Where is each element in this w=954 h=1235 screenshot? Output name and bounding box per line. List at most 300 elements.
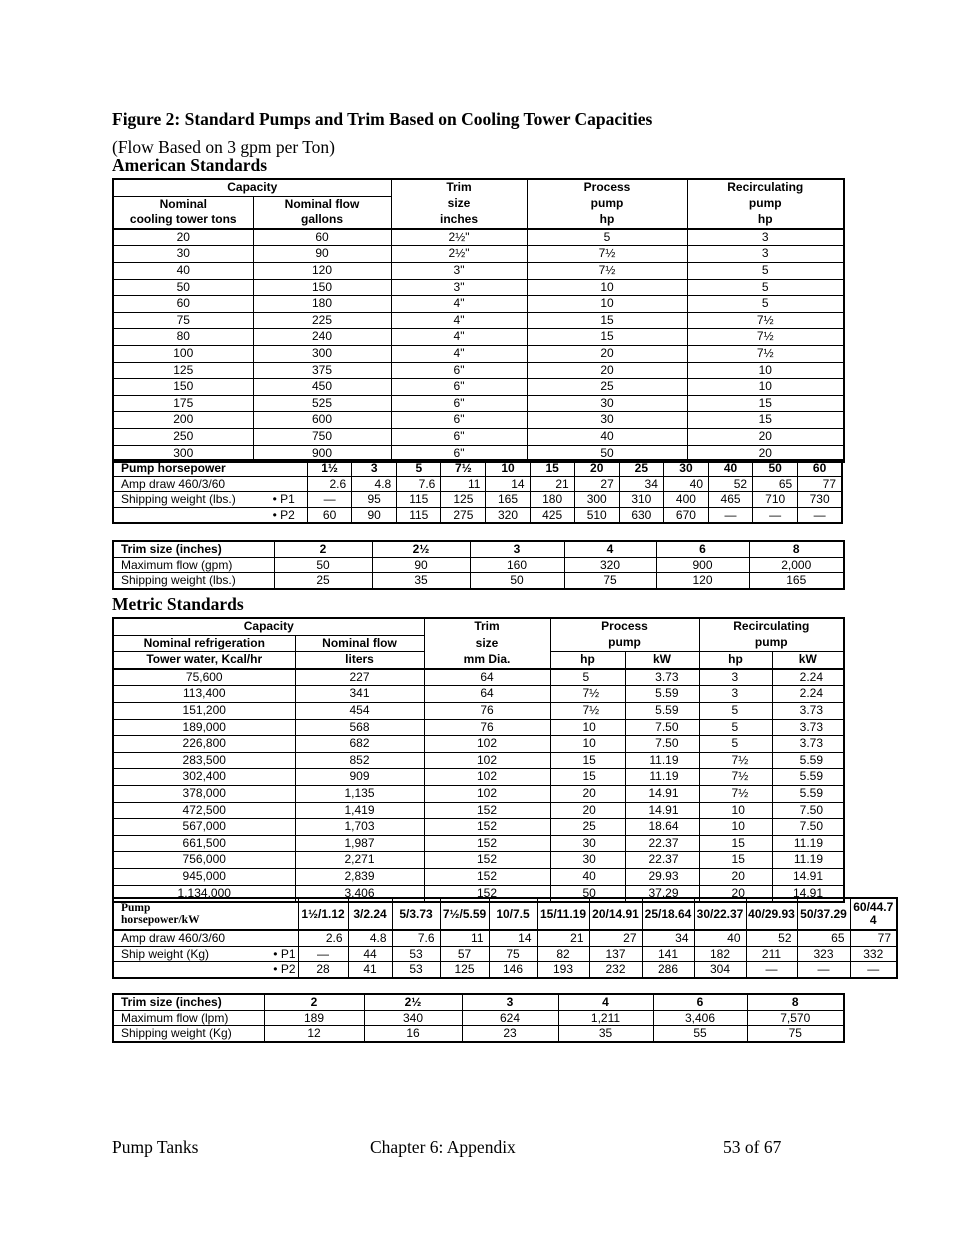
table-cell: 15: [550, 769, 625, 786]
table-cell: 200: [113, 412, 253, 429]
pump-p2-cell: 60: [308, 507, 352, 523]
table-cell: 756,000: [113, 852, 295, 869]
trim-sizes-cell: 8: [749, 541, 844, 557]
trim-sizes-cell: 2: [274, 541, 372, 557]
metric-p1-label: • P1: [248, 946, 298, 962]
tower-water-header: Tower water, Kcal/hr: [113, 652, 295, 669]
metric-trim-weights-cell: 23: [462, 1026, 558, 1042]
table-cell: 75: [113, 312, 253, 329]
mm-dia-header: mm Dia.: [424, 652, 550, 669]
table-cell: 375: [253, 362, 391, 379]
table-row: [113, 686, 844, 703]
trim-header: Trim: [391, 179, 527, 196]
table-cell: 102: [424, 752, 550, 769]
table-cell: 7½: [550, 702, 625, 719]
nominal-flow-header: Nominal flow: [253, 196, 391, 212]
table-cell: 15: [527, 312, 687, 329]
shipping-weight-label: Shipping weight (lbs.): [113, 492, 260, 508]
metric-pump-amp-cell: 40: [694, 930, 746, 946]
metric-pump-p1-cell: 44: [348, 946, 392, 962]
metric-trim-weights-cell: 16: [364, 1026, 462, 1042]
pump-amp-cell: 34: [619, 476, 663, 492]
table-cell: 5.59: [772, 769, 844, 786]
table-cell: 661,500: [113, 835, 295, 852]
table-cell: 20: [550, 802, 625, 819]
trim-flows-cell: 90: [372, 557, 470, 573]
table-cell: 29.93: [625, 868, 699, 885]
metric-ship-weight-label: Ship weight (Kg): [113, 946, 248, 962]
table-cell: 40: [113, 262, 253, 279]
table-cell: 20: [687, 428, 844, 445]
trim-weights-cell: 25: [274, 573, 372, 589]
metric-pump-amp-cell: 34: [642, 930, 694, 946]
pump-p1-cell: 300: [574, 492, 619, 508]
table-row: [113, 719, 844, 736]
table-cell: 341: [295, 686, 424, 703]
metric-trim-sizes-cell: 3: [462, 994, 558, 1010]
table-cell: 6": [391, 395, 527, 412]
metric-pump-p1-cell: 75: [489, 946, 537, 962]
table-cell: 1,135: [295, 785, 424, 802]
table-cell: 15: [687, 395, 844, 412]
table-cell: 226,800: [113, 736, 295, 753]
table-cell: 102: [424, 736, 550, 753]
table-cell: 240: [253, 329, 391, 346]
table-row: [113, 412, 844, 429]
table-cell: 3": [391, 262, 527, 279]
metric-p2-spacer: [113, 962, 248, 978]
table-cell: 454: [295, 702, 424, 719]
metric-pump-amp-cell: 7.6: [392, 930, 440, 946]
table-row: [113, 329, 844, 346]
metric-process-pump-header: pump: [550, 635, 699, 652]
table-cell: 10: [687, 379, 844, 396]
metric-process-kw-header: kW: [625, 652, 699, 669]
table-cell: 250: [113, 428, 253, 445]
table-cell: 10: [550, 736, 625, 753]
pump-hp-cell: 3: [352, 460, 397, 476]
table-cell: 113,400: [113, 686, 295, 703]
table-cell: 750: [253, 428, 391, 445]
trim-weights-cell: 165: [749, 573, 844, 589]
table-cell: 100: [113, 345, 253, 362]
table-cell: 5.59: [772, 752, 844, 769]
size-header: size: [391, 196, 527, 212]
table-cell: 30: [113, 246, 253, 263]
metric-pump-amp-cell: 52: [746, 930, 797, 946]
metric-heading: Metric Standards: [112, 594, 244, 614]
table-cell: 50: [550, 885, 625, 902]
footer-center: Chapter 6: Appendix: [370, 1137, 516, 1157]
table-cell: 1,703: [295, 819, 424, 836]
pump-amp-cell: 77: [798, 476, 842, 492]
process-header: Process: [527, 179, 687, 196]
metric-capacity-header: Capacity: [113, 618, 424, 635]
metric-process-hp-header: hp: [550, 652, 625, 669]
table-cell: 1,987: [295, 835, 424, 852]
amp-draw-label: Amp draw 460/3/60: [113, 476, 308, 492]
pump-p1-cell: 400: [663, 492, 708, 508]
table-cell: 25: [527, 379, 687, 396]
metric-hp-label-line2: horsepower/kW: [121, 914, 200, 926]
pump-p2-cell: 510: [574, 507, 619, 523]
table-cell: 5: [687, 262, 844, 279]
table-row: [113, 785, 844, 802]
metric-trim-sizes-cell: 4: [558, 994, 653, 1010]
table-cell: 175: [113, 395, 253, 412]
table-cell: 7½: [550, 686, 625, 703]
table-cell: 300: [253, 345, 391, 362]
table-cell: 1,419: [295, 802, 424, 819]
recirc-hp-header: hp: [687, 212, 844, 229]
table-cell: 6": [391, 412, 527, 429]
pump-amp-cell: 40: [663, 476, 708, 492]
table-cell: 852: [295, 752, 424, 769]
table-cell: 5: [699, 736, 772, 753]
table-cell: 10: [550, 719, 625, 736]
p1-label: • P1: [260, 492, 307, 508]
pump-p2-cell: —: [753, 507, 798, 523]
table-cell: 20: [550, 785, 625, 802]
metric-recirc-header: Recirculating: [699, 618, 844, 635]
table-cell: 75,600: [113, 669, 295, 686]
table-cell: 450: [253, 379, 391, 396]
metric-pump-amp-cell: 21: [537, 930, 589, 946]
pump-p1-cell: 710: [753, 492, 798, 508]
metric-pump-amp-cell: 11: [440, 930, 489, 946]
pump-amp-cell: 52: [709, 476, 753, 492]
table-cell: 5: [699, 702, 772, 719]
inches-header: inches: [391, 212, 527, 229]
table-cell: 5.59: [625, 702, 699, 719]
table-cell: 4": [391, 329, 527, 346]
american-trim-table: [112, 540, 845, 590]
metric-trim-sizes-cell: 6: [653, 994, 747, 1010]
table-cell: 10: [687, 362, 844, 379]
table-cell: 76: [424, 719, 550, 736]
table-cell: 3: [687, 229, 844, 246]
table-cell: 152: [424, 819, 550, 836]
table-cell: 189,000: [113, 719, 295, 736]
pump-hp-cell: 50: [753, 460, 798, 476]
table-row: [113, 262, 844, 279]
table-cell: 4": [391, 296, 527, 313]
metric-trim-flows-cell: 3,406: [653, 1010, 747, 1026]
metric-pump-hp-cell: 15/11.19: [537, 898, 589, 930]
pump-p2-cell: 630: [619, 507, 663, 523]
metric-pump-hp-cell: 7½/5.59: [440, 898, 489, 930]
nominal-header: Nominal: [159, 196, 207, 211]
table-cell: 7.50: [772, 819, 844, 836]
recirc-header: Recirculating: [687, 179, 844, 196]
footer-page-number: 53 of 67: [723, 1137, 782, 1157]
table-cell: 30: [550, 835, 625, 852]
metric-capacity-table: [112, 617, 845, 903]
metric-pump-p1-cell: 323: [797, 946, 850, 962]
metric-pump-p1-cell: 82: [537, 946, 589, 962]
table-row: [113, 736, 844, 753]
liters-header: liters: [295, 652, 424, 669]
metric-trim-sizes-cell: 2½: [364, 994, 462, 1010]
pump-hp-cell: 40: [709, 460, 753, 476]
metric-trim-flows-cell: 1,211: [558, 1010, 653, 1026]
p2-label: • P2: [260, 507, 307, 523]
table-cell: 3.73: [772, 736, 844, 753]
pump-p1-cell: 310: [619, 492, 663, 508]
pump-hp-cell: 25: [619, 460, 663, 476]
table-cell: 6": [391, 445, 527, 462]
table-cell: 64: [424, 669, 550, 686]
table-cell: 5.59: [772, 785, 844, 802]
metric-pump-amp-cell: 65: [797, 930, 850, 946]
table-cell: 90: [253, 246, 391, 263]
table-cell: 2.24: [772, 686, 844, 703]
table-row: [113, 279, 844, 296]
table-cell: 22.37: [625, 835, 699, 852]
table-cell: 7½: [527, 246, 687, 263]
figure-title: Figure 2: Standard Pumps and Trim Based on Cooling Tower Capacities: [112, 109, 653, 129]
table-cell: 283,500: [113, 752, 295, 769]
table-cell: 6": [391, 379, 527, 396]
table-cell: 180: [253, 296, 391, 313]
metric-p2-label: • P2: [248, 962, 298, 978]
pump-hp-cell: 7½: [441, 460, 486, 476]
trim-shipping-weight-label: Shipping weight (lbs.): [113, 573, 274, 589]
metric-pump-p2-cell: —: [797, 962, 850, 978]
pump-p1-cell: 730: [798, 492, 842, 508]
metric-pump-hp-cell: 5/3.73: [392, 898, 440, 930]
table-row: [113, 852, 844, 869]
process-hp-header: hp: [527, 212, 687, 229]
table-cell: 4": [391, 345, 527, 362]
table-cell: 152: [424, 885, 550, 902]
metric-pump-p1-cell: 53: [392, 946, 440, 962]
table-row: [113, 769, 844, 786]
metric-pump-hp-cell: 25/18.64: [642, 898, 694, 930]
metric-trim-weights-cell: 35: [558, 1026, 653, 1042]
metric-pump-hp-cell: 3/2.24: [348, 898, 392, 930]
metric-recirc-kw-header: kW: [772, 652, 844, 669]
metric-pump-p1-cell: 141: [642, 946, 694, 962]
nominal-refrig-header: Nominal refrigeration: [113, 635, 295, 652]
metric-trim-weights-cell: 75: [747, 1026, 844, 1042]
metric-pump-hp-cell: 40/29.93: [746, 898, 797, 930]
table-cell: 7½: [687, 312, 844, 329]
table-cell: 472,500: [113, 802, 295, 819]
table-cell: 76: [424, 702, 550, 719]
pump-p1-cell: —: [308, 492, 352, 508]
p2-spacer: [113, 507, 260, 523]
metric-trim-size-label: Trim size (inches): [113, 994, 264, 1010]
table-cell: 4": [391, 312, 527, 329]
table-cell: 567,000: [113, 819, 295, 836]
table-cell: 30: [527, 395, 687, 412]
pump-p2-cell: 90: [352, 507, 397, 523]
pump-hp-cell: 15: [530, 460, 574, 476]
table-cell: 11.19: [772, 852, 844, 869]
pump-p1-cell: 115: [397, 492, 441, 508]
table-cell: 152: [424, 835, 550, 852]
metric-pump-amp-cell: 4.8: [348, 930, 392, 946]
table-cell: 50: [527, 445, 687, 462]
table-row: [113, 669, 844, 686]
table-cell: 3.73: [772, 719, 844, 736]
figure-subtitle: (Flow Based on 3 gpm per Ton): [112, 137, 336, 157]
table-cell: 5: [687, 279, 844, 296]
metric-pump-table: [112, 897, 898, 979]
trim-weights-cell: 50: [470, 573, 564, 589]
pump-p1-cell: 165: [486, 492, 530, 508]
metric-pump-p2-cell: 125: [440, 962, 489, 978]
table-cell: 64: [424, 686, 550, 703]
trim-sizes-cell: 4: [564, 541, 656, 557]
table-row: [113, 246, 844, 263]
table-row: [113, 835, 844, 852]
table-cell: 3: [687, 246, 844, 263]
table-cell: 25: [550, 819, 625, 836]
metric-trim-flows-cell: 7,570: [747, 1010, 844, 1026]
pump-amp-cell: 2.6: [308, 476, 352, 492]
pump-p2-cell: 275: [441, 507, 486, 523]
table-cell: 102: [424, 785, 550, 802]
table-cell: 7.50: [625, 719, 699, 736]
metric-pump-p1-cell: 57: [440, 946, 489, 962]
table-cell: 15: [550, 752, 625, 769]
table-cell: 300: [173, 445, 194, 460]
table-cell: 6": [391, 428, 527, 445]
table-cell: 3.73: [625, 669, 699, 686]
metric-trim-weights-cell: 12: [264, 1026, 364, 1042]
metric-hp-label-line1: Pump: [121, 902, 151, 914]
metric-pump-p2-cell: 232: [589, 962, 642, 978]
metric-process-header: Process: [550, 618, 699, 635]
table-cell: 7.50: [772, 802, 844, 819]
table-cell: 7.50: [625, 736, 699, 753]
trim-weights-cell: 120: [656, 573, 749, 589]
table-row: [113, 752, 844, 769]
metric-size-header: size: [424, 635, 550, 652]
table-cell: 14.91: [625, 802, 699, 819]
metric-pump-p2-cell: 304: [694, 962, 746, 978]
trim-flows-cell: 900: [656, 557, 749, 573]
table-cell: 30: [527, 412, 687, 429]
table-row: [113, 819, 844, 836]
table-cell: 2½": [391, 229, 527, 246]
trim-flows-cell: 2,000: [749, 557, 844, 573]
pump-p2-cell: 115: [397, 507, 441, 523]
pump-amp-cell: 11: [441, 476, 486, 492]
gallons-header: gallons: [253, 212, 391, 229]
tower-tons-header: cooling tower tons: [113, 212, 253, 229]
table-cell: 5: [687, 296, 844, 313]
metric-pump-p1-cell: 137: [589, 946, 642, 962]
table-cell: 10: [699, 802, 772, 819]
table-cell: 525: [253, 395, 391, 412]
table-cell: 30: [550, 852, 625, 869]
pump-p1-cell: 465: [709, 492, 753, 508]
metric-pump-hp-cell: 10/7.5: [489, 898, 537, 930]
trim-size-label: Trim size (inches): [113, 541, 274, 557]
metric-trim-sizes-cell: 2: [264, 994, 364, 1010]
metric-pump-amp-cell: 2.6: [298, 930, 348, 946]
metric-pump-p2-cell: 286: [642, 962, 694, 978]
table-cell: 3: [699, 686, 772, 703]
recirc-pump-header: pump: [687, 196, 844, 212]
table-cell: 600: [253, 412, 391, 429]
table-cell: 3.73: [772, 702, 844, 719]
pump-amp-cell: 65: [753, 476, 798, 492]
metric-pump-p2-cell: 193: [537, 962, 589, 978]
footer-left: Pump Tanks: [112, 1137, 199, 1157]
table-cell: 3: [699, 669, 772, 686]
metric-pump-amp-cell: 27: [589, 930, 642, 946]
table-cell: 2,271: [295, 852, 424, 869]
pump-horsepower-label: Pump horsepower: [113, 460, 308, 476]
table-row: [113, 312, 844, 329]
table-cell: 152: [424, 802, 550, 819]
table-row: [113, 428, 844, 445]
trim-flows-cell: 50: [274, 557, 372, 573]
table-cell: 7½: [527, 262, 687, 279]
table-cell: 5: [527, 229, 687, 246]
metric-pump-hp-cell: 20/14.91: [589, 898, 642, 930]
metric-trim-flows-cell: 624: [462, 1010, 558, 1026]
table-cell: 7½: [687, 345, 844, 362]
table-cell: 682: [295, 736, 424, 753]
table-cell: 14.91: [772, 885, 844, 902]
table-cell: 2.24: [772, 669, 844, 686]
table-cell: 10: [699, 819, 772, 836]
metric-pump-amp-cell: 14: [489, 930, 537, 946]
metric-pump-hp-cell: 1½/1.12: [298, 898, 348, 930]
table-cell: 15: [687, 412, 844, 429]
metric-pump-p1-cell: 182: [694, 946, 746, 962]
pump-p2-cell: —: [798, 507, 842, 523]
metric-trim-sizes-cell: 8: [747, 994, 844, 1010]
metric-trim-flows-cell: 189: [264, 1010, 364, 1026]
pump-p1-cell: 95: [352, 492, 397, 508]
table-cell: 20: [527, 362, 687, 379]
metric-pump-p1-cell: —: [298, 946, 348, 962]
trim-weights-cell: 75: [564, 573, 656, 589]
table-cell: 11.19: [625, 752, 699, 769]
capacity-header: Capacity: [113, 179, 391, 196]
metric-pump-p2-cell: 146: [489, 962, 537, 978]
table-cell: 7½: [687, 329, 844, 346]
metric-amp-draw-label: Amp draw 460/3/60: [113, 930, 298, 946]
table-cell: 5: [699, 719, 772, 736]
table-cell: 2,839: [295, 868, 424, 885]
table-cell: 3": [391, 279, 527, 296]
american-capacity-table: [112, 178, 845, 463]
table-cell: 152: [424, 868, 550, 885]
pump-hp-cell: 20: [574, 460, 619, 476]
table-cell: 150: [113, 379, 253, 396]
table-cell: 102: [424, 769, 550, 786]
metric-pump-amp-cell: 77: [850, 930, 897, 946]
metric-pump-p2-cell: 41: [348, 962, 392, 978]
metric-pump-p1-cell: 211: [746, 946, 797, 962]
table-cell: 227: [295, 669, 424, 686]
table-cell: 20: [699, 868, 772, 885]
pump-p2-cell: 320: [486, 507, 530, 523]
metric-trim-weights-cell: 55: [653, 1026, 747, 1042]
pump-amp-cell: 7.6: [397, 476, 441, 492]
pump-amp-cell: 27: [574, 476, 619, 492]
trim-flows-cell: 160: [470, 557, 564, 573]
pump-hp-cell: 5: [397, 460, 441, 476]
table-cell: 18.64: [625, 819, 699, 836]
